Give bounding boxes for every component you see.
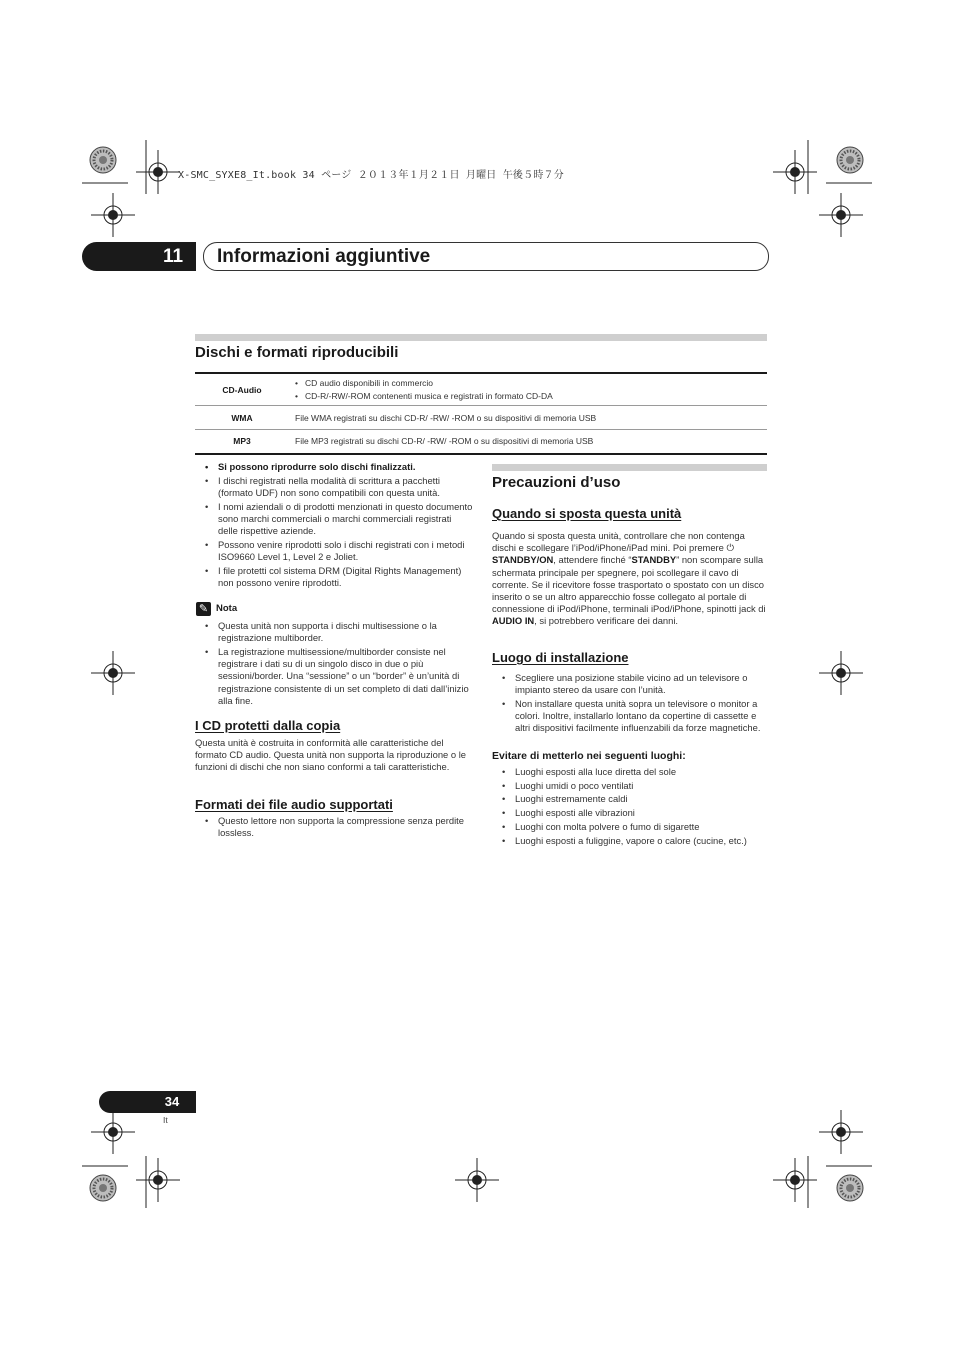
- section-divider: [492, 464, 767, 471]
- print-info: X-SMC_SYXE8_It.book 34 ページ ２０１３年１月２１日 月曜日 午後５時７分: [178, 170, 564, 181]
- section-title-precautions: Precauzioni d’uso: [492, 474, 621, 491]
- avoid-heading: Evitare di metterlo nei seguenti luoghi:: [492, 750, 686, 762]
- subsection-title-audio-formats: Formati dei file audio supportati: [195, 797, 393, 812]
- subsection-title-moving: Quando si sposta questa unità: [492, 506, 682, 521]
- format-description: File WMA registrati su dischi CD-R/ -RW/ -ROM o su dispositivi di memoria USB: [295, 412, 597, 423]
- moving-text: [492, 530, 768, 628]
- list-item: • Luoghi esposti alla luce diretta del sole: [492, 766, 768, 778]
- format-description: File MP3 registrati su dischi CD-R/ -RW/ -ROM o su dispositivi di memoria USB: [295, 436, 594, 447]
- list-item: • Luoghi estremamente caldi: [492, 793, 768, 805]
- section-title-discs: Dischi e formati riproducibili: [195, 344, 399, 361]
- moving-text-part: , si potrebbero verificare dei danni.: [534, 615, 679, 627]
- discs-bullet-list: [195, 461, 473, 591]
- list-item: • Luoghi esposti a fuliggine, vapore o calore (cucine, etc.): [492, 835, 768, 847]
- key-standby: STANDBY: [631, 554, 677, 566]
- table-row: [195, 406, 767, 430]
- format-name: CD-Audio: [222, 384, 262, 395]
- page-number: 34: [164, 1094, 180, 1109]
- list-item: • CD audio disponibili in commercio: [305, 377, 761, 390]
- table-row: [195, 430, 767, 454]
- list-item: • Luoghi umidi o poco ventilati: [492, 780, 768, 792]
- list-item: • Non installare questa unità sopra un televisore o monitor a colori. Inoltre, installarlo lontano da copertine di cassette e altri dispositivi facilmente influenzabili da forze magnetiche.: [492, 698, 768, 735]
- format-name: WMA: [231, 412, 253, 423]
- note-label: Nota: [216, 603, 238, 614]
- power-icon: ⏻: [726, 542, 734, 554]
- copy-protected-text: Questa unità è costruita in conformità alle caratteristiche del formato CD audio. Questa unità non supporta la riproduzione o le funzioni di dischi che non siano conformi a tali caratteristiche.: [195, 737, 466, 773]
- list-item: • CD-R/-RW/-ROM contenenti musica e registrati in formato CD-DA: [305, 390, 761, 403]
- list-item: • Si possono riprodurre solo dischi finalizzati.: [195, 461, 473, 473]
- list-item: • Possono venire riprodotti solo i dischi registrati con i metodi ISO9660 Level 1, Level 2 e Joliet.: [195, 539, 473, 563]
- page-language: It: [163, 1115, 168, 1125]
- chapter-number: 11: [162, 246, 184, 267]
- note-list: [195, 620, 473, 708]
- avoid-list: [492, 766, 768, 848]
- key-audio-in: AUDIO IN: [492, 615, 535, 627]
- format-description: [289, 373, 767, 406]
- key-standby-on: STANDBY/ON: [492, 554, 554, 566]
- list-item: • I dischi registrati nella modalità di scrittura a pacchetti (formato UDF) non sono compatibili con questa unità.: [195, 475, 473, 499]
- moving-text-part: Quando si sposta questa unità, controllare che non contenga dischi e scollegare l’iPod/iPhone/iPad mini. Poi premere: [492, 530, 745, 554]
- installation-list: [492, 672, 768, 736]
- moving-text-part: , attendere finché “: [553, 554, 632, 566]
- table-row: [195, 373, 767, 406]
- list-item: • La registrazione multisessione/multiborder consiste nel registrare i dati su di un singolo disco in due o più sessioni/border. Una “sessione” o un “border” è un’unità di registrazione consistente di un set completo di dati dall’inizio alla fine.: [195, 646, 473, 707]
- list-item: • Questo lettore non supporta la compressione senza perdite lossless.: [195, 815, 473, 839]
- list-item: • Scegliere una posizione stabile vicino ad un televisore o impianto stereo da usare con l’unità.: [492, 672, 768, 696]
- note-pencil-icon: ✎: [196, 602, 211, 616]
- format-name: MP3: [233, 436, 251, 447]
- list-item: • I nomi aziendali o di prodotti menzionati in questo documento sono marchi commerciali o marchi commerciali registrati delle rispettive aziende.: [195, 501, 473, 538]
- list-item: • Luoghi esposti alle vibrazioni: [492, 807, 768, 819]
- list-item: • Luoghi con molta polvere o fumo di sigarette: [492, 821, 768, 833]
- formats-table: [195, 372, 767, 455]
- list-item: • I file protetti col sistema DRM (Digital Rights Management) non possono venire riprodotti.: [195, 565, 473, 589]
- section-divider: [195, 334, 767, 341]
- audio-formats-list: [195, 815, 473, 841]
- chapter-title: Informazioni aggiuntive: [217, 246, 431, 267]
- subsection-title-copy-protected: I CD protetti dalla copia: [195, 718, 341, 733]
- moving-text-part: ” non scompare sulla schermata principale per spegnere, poi scollegare il cavo di corrente. Se il ricevitore fosse trasportato o spostato con un disco inserito o se un altro apparecchio fosse collegato al portale di connessione di iPod/iPhone, terminali iPod/iPhone, spinotti jack di: [492, 554, 766, 615]
- list-item: • Questa unità non supporta i dischi multisessione o la registrazione multiborder.: [195, 620, 473, 644]
- subsection-title-installation: Luogo di installazione: [492, 650, 629, 665]
